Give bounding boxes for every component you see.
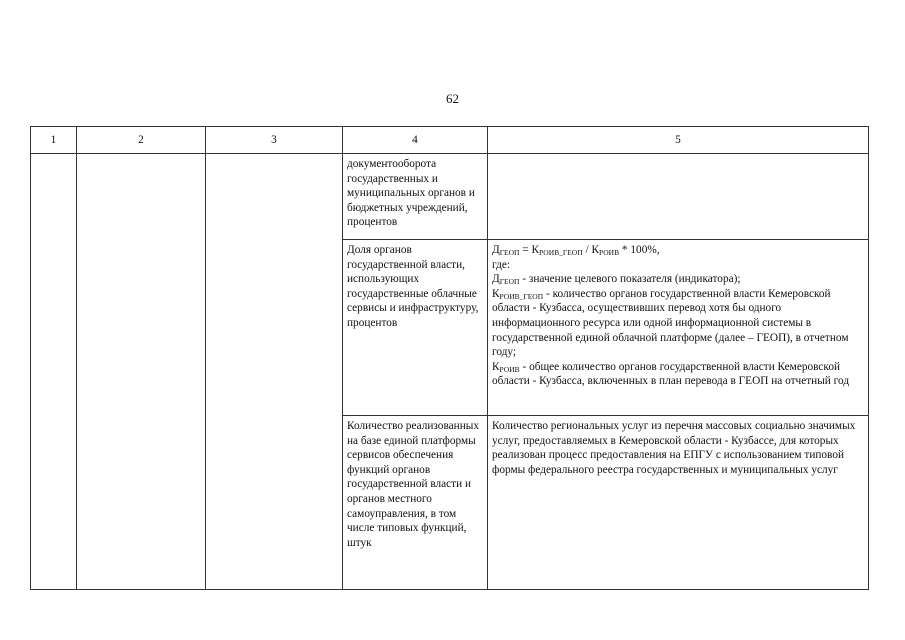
header-cell-2: 2: [77, 127, 206, 154]
page-number: 62: [446, 91, 459, 106]
table-row: [31, 154, 869, 240]
calculation-cell: [488, 240, 869, 416]
definition-k-roiv: $К_{РОИВ}$ - общее количество органов государственной власти Кемеровской области - Кузбасса, включенных в план перевода в ГЕОП на отчетный год: [492, 360, 850, 388]
definition-k-roiv-geop: $К_{РОИВ\_ГЕОП}$ - количество органов государственной власти Кемеровской области - Кузбасса, осуществивших перевод хотя бы одного информационного ресурса или одной информационной системы в государственной единой облачной платформе (далее – ГЕОП), в отчетном году;: [492, 287, 849, 359]
where-label: где:: [492, 258, 510, 271]
indicator-table: [30, 126, 869, 590]
header-cell-1: 1: [31, 127, 77, 154]
cell-col3: [206, 154, 343, 590]
formula: $Д_{ГЕОП} = К_{РОИВ\_ГЕОП} / К_{РОИВ} * 100\%$,: [492, 244, 660, 257]
header-cell-5: 5: [488, 127, 869, 154]
table-header-row: [31, 127, 869, 154]
header-cell-4: 4: [343, 127, 488, 154]
cell-col1: [31, 154, 77, 590]
calculation-cell: Количество региональных услуг из перечня массовых социально значимых услуг, предоставляемых в Кемеровской области - Кузбассе, для которых реализован процесс предоставления на ЕПГУ с использованием типовой формы федерального реестра государственных и муниципальных услуг: [488, 416, 869, 590]
indicator-name-cell: документооборота государственных и муниципальных органов и бюджетных учреждений, процентов: [343, 154, 488, 240]
indicator-name-cell: Доля органов государственной власти, использующих государственные облачные сервисы и инфраструктуру, процентов: [343, 240, 488, 416]
calculation-cell: [488, 154, 869, 240]
header-cell-3: 3: [206, 127, 343, 154]
cell-col2: [77, 154, 206, 590]
indicator-name-cell: Количество реализованных на базе единой платформы сервисов обеспечения функций органов государственной власти и органов местного самоуправления, в том числе типовых функций, штук: [343, 416, 488, 590]
definition-d-geop: $Д_{ГЕОП}$ - значение целевого показателя (индикатора);: [492, 273, 741, 287]
